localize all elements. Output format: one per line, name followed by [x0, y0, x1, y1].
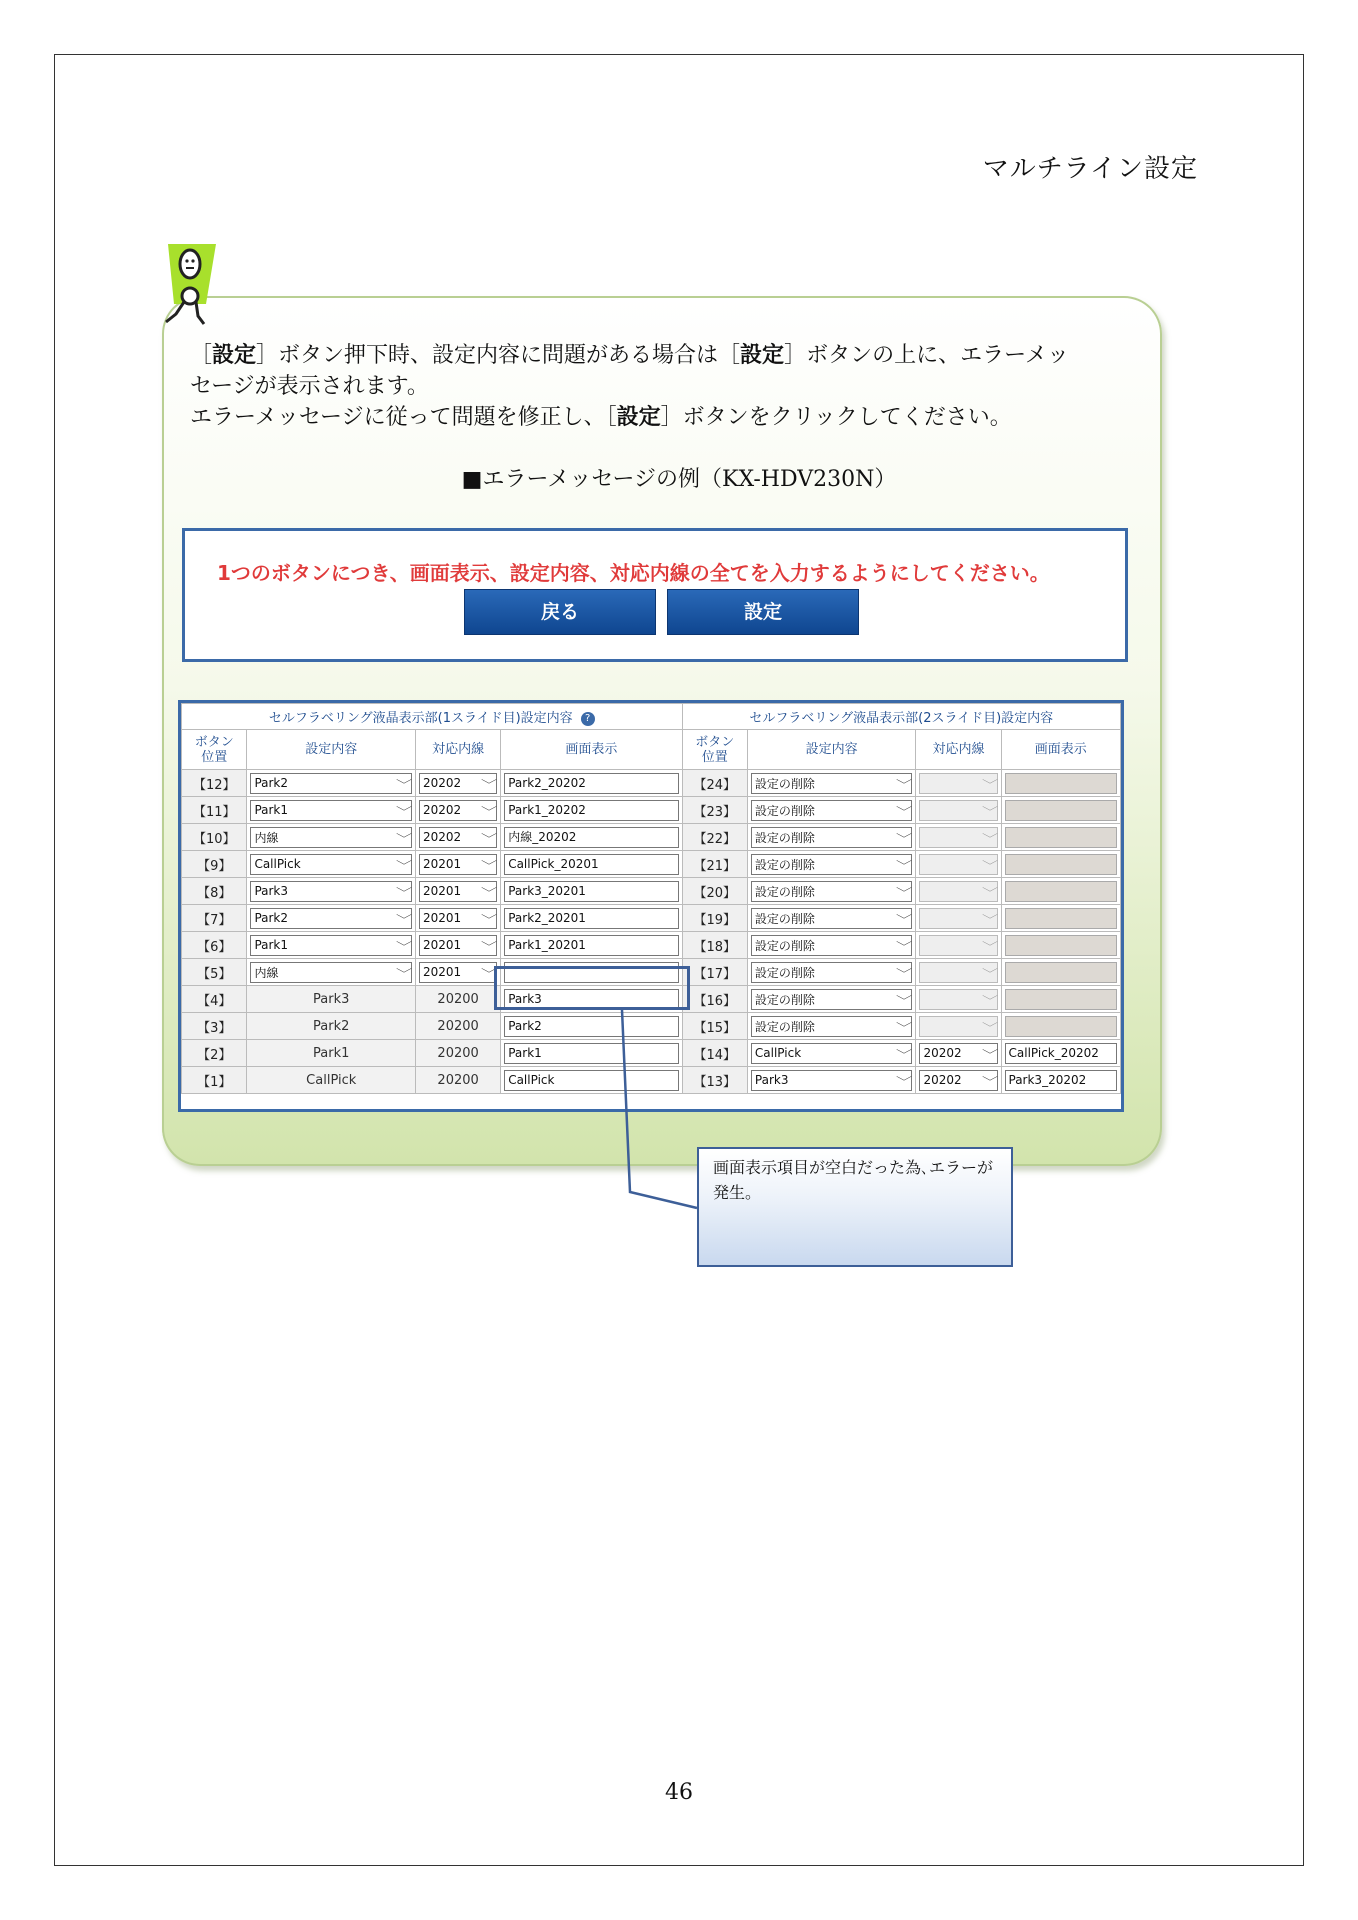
chevron-down-icon: ﹀	[981, 860, 998, 872]
section-title: マルチライン設定	[982, 154, 1198, 184]
button-position: 【19】	[682, 905, 747, 932]
setting-select-value: 設定の削除	[754, 884, 815, 899]
extension-text: 20200	[416, 1067, 501, 1094]
button-position: 【2】	[182, 1040, 247, 1067]
button-position: 【3】	[182, 1013, 247, 1040]
setting-select-value: 設定の削除	[754, 803, 815, 818]
button-position: 【6】	[182, 932, 247, 959]
display-input[interactable]: CallPick_20201	[504, 854, 678, 875]
setting-text: Park3	[247, 986, 416, 1013]
chevron-down-icon: ﹀	[896, 1076, 913, 1088]
chevron-down-icon: ﹀	[896, 968, 913, 980]
chevron-down-icon: ﹀	[481, 806, 498, 818]
setting-select-value: 設定の削除	[754, 965, 815, 980]
chevron-down-icon: ﹀	[396, 833, 413, 845]
extension-select-value: 20201	[423, 884, 462, 898]
extension-text: 20200	[416, 1040, 501, 1067]
chevron-down-icon: ﹀	[981, 887, 998, 899]
button-position: 【5】	[182, 959, 247, 986]
chevron-down-icon: ﹀	[981, 833, 998, 845]
display-input[interactable]: Park2_20202	[504, 773, 678, 794]
chevron-down-icon: ﹀	[481, 914, 498, 926]
button-position: 【12】	[182, 770, 247, 797]
chevron-down-icon: ﹀	[981, 1076, 998, 1088]
chevron-down-icon: ﹀	[396, 806, 413, 818]
setting-select-value: Park1	[254, 938, 289, 952]
chevron-down-icon: ﹀	[396, 779, 413, 791]
setting-select-value: 設定の削除	[754, 1019, 815, 1034]
button-position: 【13】	[682, 1067, 747, 1094]
setting-select-value: 設定の削除	[754, 857, 815, 872]
col-header-left-pos: ボタン 位置	[182, 730, 247, 770]
chevron-down-icon: ﹀	[481, 833, 498, 845]
button-position: 【23】	[682, 797, 747, 824]
page-number: 46	[665, 1780, 693, 1805]
display-input[interactable]: 内線_20202	[504, 827, 678, 848]
setting-select-value: 設定の削除	[754, 938, 815, 953]
set-button[interactable]: 設定	[667, 589, 859, 635]
button-position: 【20】	[682, 878, 747, 905]
setting-select-value: CallPick	[254, 857, 301, 871]
button-position: 【9】	[182, 851, 247, 878]
chevron-down-icon: ﹀	[396, 887, 413, 899]
chevron-down-icon: ﹀	[896, 995, 913, 1007]
chevron-down-icon: ﹀	[481, 887, 498, 899]
setting-select-value: 設定の削除	[754, 776, 815, 791]
display-input[interactable]: Park1_20201	[504, 935, 678, 956]
setting-select-value: 設定の削除	[754, 830, 815, 845]
chevron-down-icon: ﹀	[896, 779, 913, 791]
group-header-right: セルフラベリング液晶表示部(2スライド目)設定内容	[682, 704, 1120, 730]
chevron-down-icon: ﹀	[481, 860, 498, 872]
setting-select-value: 設定の削除	[754, 911, 815, 926]
chevron-down-icon: ﹀	[396, 941, 413, 953]
button-position: 【4】	[182, 986, 247, 1013]
button-position: 【21】	[682, 851, 747, 878]
button-position: 【22】	[682, 824, 747, 851]
setting-text: Park1	[247, 1040, 416, 1067]
chevron-down-icon: ﹀	[396, 914, 413, 926]
display-input[interactable]: Park3_20201	[504, 881, 678, 902]
error-message: 1つのボタンにつき、画面表示、設定内容、対応内線の全てを入力するようにしてください。	[217, 561, 1050, 585]
display-input[interactable]: Park3_20202	[1005, 1070, 1118, 1091]
example-caption: ■エラーメッセージの例（KX-HDV230N）	[461, 467, 897, 492]
button-position: 【8】	[182, 878, 247, 905]
setting-select-value: CallPick	[754, 1046, 802, 1060]
chevron-down-icon: ﹀	[896, 941, 913, 953]
setting-text: CallPick	[247, 1067, 416, 1094]
button-position: 【18】	[682, 932, 747, 959]
chevron-down-icon: ﹀	[981, 968, 998, 980]
chevron-down-icon: ﹀	[481, 779, 498, 791]
chevron-down-icon: ﹀	[396, 968, 413, 980]
button-position: 【14】	[682, 1040, 747, 1067]
display-input[interactable]: CallPick	[504, 1070, 678, 1091]
setting-select-value: Park3	[254, 884, 289, 898]
extension-text: 20200	[416, 986, 501, 1013]
extension-select-value: 20201	[423, 857, 462, 871]
chevron-down-icon: ﹀	[896, 833, 913, 845]
button-position: 【15】	[682, 1013, 747, 1040]
note-line-3: エラーメッセージに従って問題を修正し、［設定］ボタンをクリックしてください。	[190, 404, 1012, 430]
extension-select-value: 20202	[423, 830, 462, 844]
help-icon[interactable]: ?	[581, 712, 595, 726]
chevron-down-icon: ﹀	[981, 806, 998, 818]
chevron-down-icon: ﹀	[896, 1022, 913, 1034]
button-position: 【24】	[682, 770, 747, 797]
button-position: 【7】	[182, 905, 247, 932]
chevron-down-icon: ﹀	[481, 968, 498, 980]
chevron-down-icon: ﹀	[896, 1049, 913, 1061]
extension-select-value: 20201	[423, 911, 462, 925]
callout-text: 画面表示項目が空白だった為､エラーが発生。	[713, 1158, 994, 1202]
back-button[interactable]: 戻る	[464, 589, 656, 635]
chevron-down-icon: ﹀	[981, 1022, 998, 1034]
setting-select-value: Park2	[254, 776, 289, 790]
chevron-down-icon: ﹀	[981, 914, 998, 926]
display-input[interactable]: Park1	[504, 1043, 678, 1064]
chevron-down-icon: ﹀	[481, 941, 498, 953]
setting-select-value: Park1	[254, 803, 289, 817]
note-line-1: ［設定］ボタン押下時、設定内容に問題がある場合は［設定］ボタンの上に、エラーメッ	[190, 342, 1069, 368]
extension-select-value: 20202	[923, 1046, 962, 1060]
col-header-right-setting: 設定内容	[747, 730, 916, 770]
setting-text: Park2	[247, 1013, 416, 1040]
extension-select-value: 20202	[423, 776, 462, 790]
display-input[interactable]: CallPick_20202	[1005, 1043, 1118, 1064]
setting-select-value: 内線	[254, 965, 279, 980]
chevron-down-icon: ﹀	[396, 860, 413, 872]
button-position: 【10】	[182, 824, 247, 851]
col-header-right-pos: ボタン 位置	[682, 730, 747, 770]
error-callout	[697, 1147, 1013, 1267]
display-input[interactable]: Park1_20202	[504, 800, 678, 821]
display-input[interactable]: Park2_20201	[504, 908, 678, 929]
extension-select-value: 20202	[923, 1073, 962, 1087]
chevron-down-icon: ﹀	[981, 1049, 998, 1061]
chevron-down-icon: ﹀	[981, 995, 998, 1007]
chevron-down-icon: ﹀	[896, 806, 913, 818]
display-input[interactable]: Park2	[504, 1016, 678, 1037]
button-position: 【16】	[682, 986, 747, 1013]
chevron-down-icon: ﹀	[896, 887, 913, 899]
setting-select-value: Park3	[754, 1073, 789, 1087]
setting-select-value: 設定の削除	[754, 992, 815, 1007]
note-line-2: セージが表示されます。	[190, 374, 429, 399]
chevron-down-icon: ﹀	[896, 860, 913, 872]
col-header-left-setting: 設定内容	[247, 730, 416, 770]
group-header-left: セルフラベリング液晶表示部(1スライド目)設定内容 ?	[182, 704, 683, 730]
button-position: 【11】	[182, 797, 247, 824]
extension-text: 20200	[416, 1013, 501, 1040]
extension-select-value: 20201	[423, 938, 462, 952]
display-input[interactable]: Park3	[504, 989, 678, 1010]
col-header-right-display: 画面表示	[1001, 730, 1121, 770]
col-header-left-display: 画面表示	[501, 730, 682, 770]
button-position: 【17】	[682, 959, 747, 986]
col-header-left-ext: 対応内線	[416, 730, 501, 770]
col-header-right-ext: 対応内線	[916, 730, 1001, 770]
chevron-down-icon: ﹀	[981, 779, 998, 791]
extension-select-value: 20202	[423, 803, 462, 817]
extension-select-value: 20201	[423, 965, 462, 979]
setting-select-value: Park2	[254, 911, 289, 925]
chevron-down-icon: ﹀	[981, 941, 998, 953]
chevron-down-icon: ﹀	[896, 914, 913, 926]
setting-select-value: 内線	[254, 830, 279, 845]
button-position: 【1】	[182, 1067, 247, 1094]
